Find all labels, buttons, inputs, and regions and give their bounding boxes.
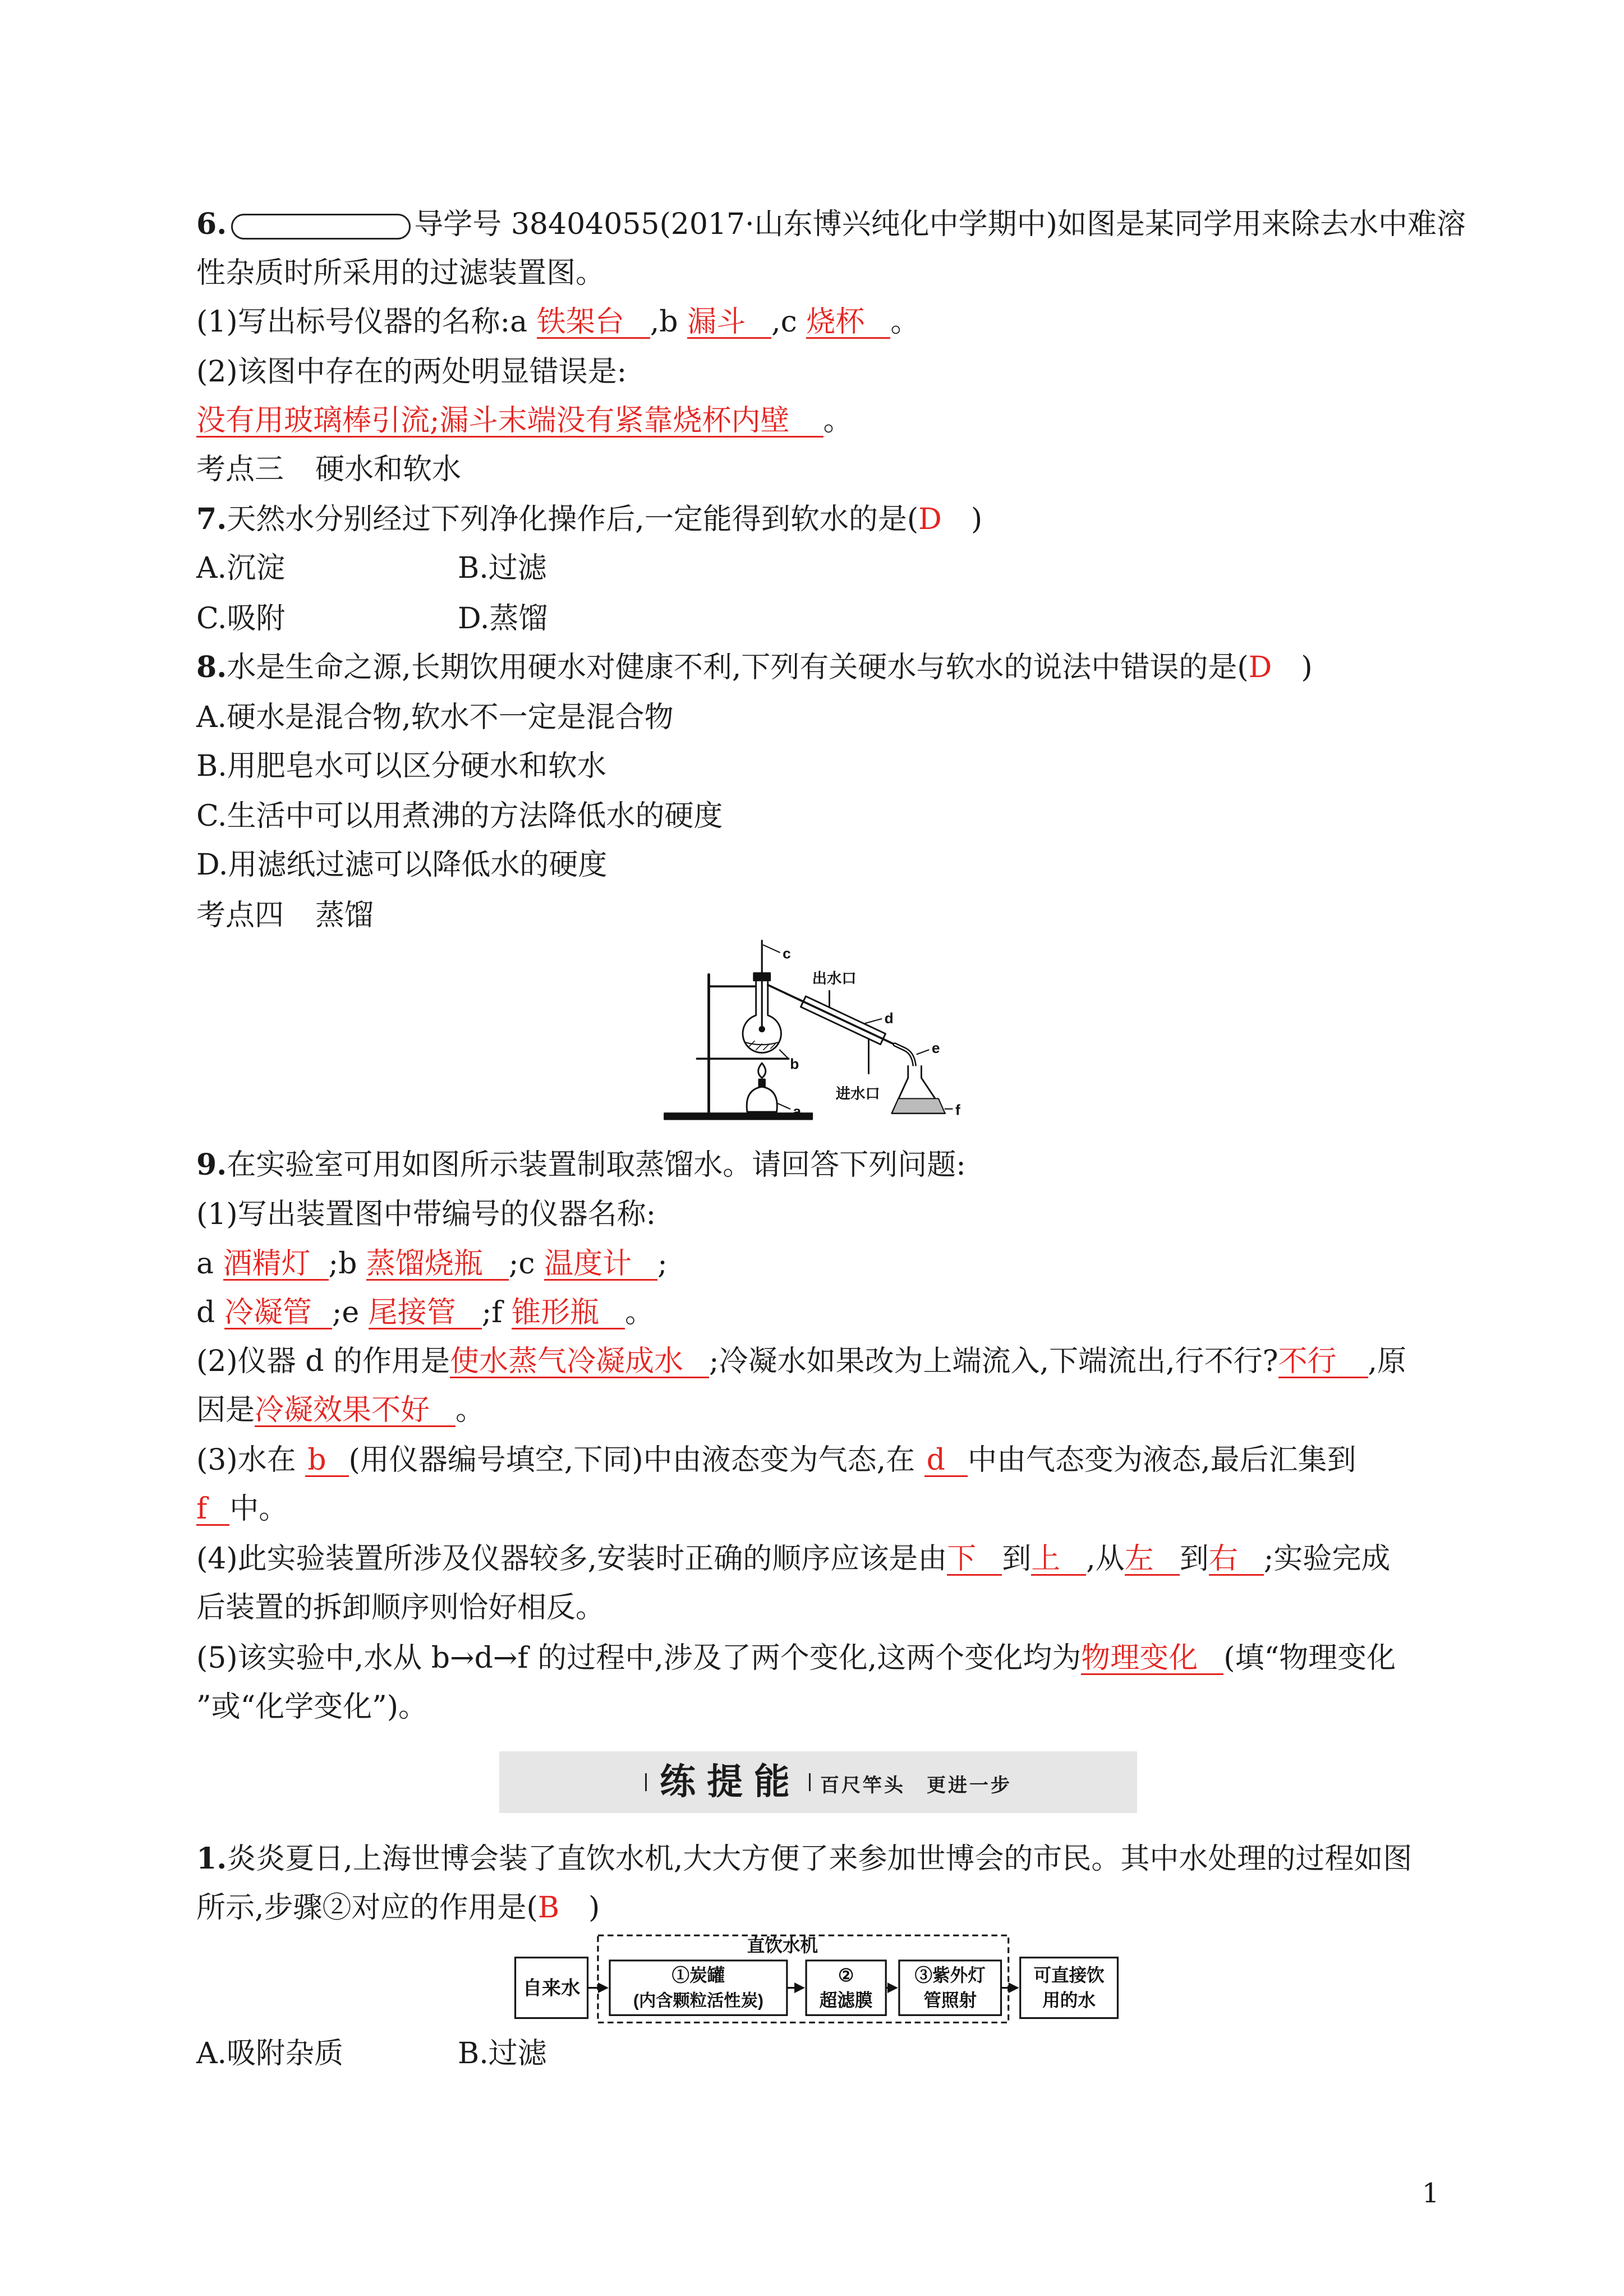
instrument-label: ;b [328, 1247, 366, 1281]
instrument-label: a [196, 1247, 223, 1281]
step3-title: ③紫外灯 [914, 1964, 986, 1985]
q8-option-d [196, 848, 607, 882]
output-line-1: 可直接饮 [1033, 1964, 1105, 1985]
q6-stem-part-2: 性杂质时所采用的过滤装置图。 [196, 256, 605, 290]
q8-option-b [196, 749, 606, 783]
answer-blank: b [305, 1445, 348, 1477]
punctuation: 。 [823, 404, 853, 438]
practice-q1-stem: 炎炎夏日,上海世博会装了直饮水机,大大方便了来参加世博会的市民。其中水处理的过程如图 [227, 1842, 1413, 1876]
label-outlet: 出水口 [812, 970, 857, 987]
guide-number-badge [231, 214, 411, 240]
option-text: D.用滤纸过滤可以降低水的硬度 [196, 848, 608, 882]
q6-part-2-prompt [196, 355, 627, 389]
q9-part-4-text: ,从 [1086, 1542, 1125, 1576]
lamp-wick-holder [759, 1079, 765, 1087]
label-f: f [955, 1101, 960, 1119]
punctuation: 。 [456, 1393, 485, 1427]
question-number: 9. [196, 1148, 227, 1182]
q6-part-1 [196, 305, 919, 339]
q6-line-2 [196, 256, 605, 290]
answer-blank: f [196, 1494, 229, 1526]
answer-blank: 铁架台 [537, 307, 650, 339]
answer-choice: D [918, 503, 942, 536]
section-title: 硬水和软水 [315, 453, 462, 486]
q9-part-5-line-2 [196, 1690, 427, 1724]
option-text: C.生活中可以用煮沸的方法降低水的硬度 [196, 799, 723, 833]
answer-choice: B [537, 1891, 560, 1925]
source-label: 自来水 [522, 1977, 581, 1999]
q9-stem-text: 在实验室可用如图所示装置制取蒸馏水。请回答下列问题: [227, 1148, 966, 1182]
label-a: a [793, 1102, 802, 1120]
q9-part-1-row-1 [196, 1247, 668, 1281]
label-c: c [783, 945, 791, 962]
q9-part-2-text: 因是 [196, 1393, 255, 1427]
section-banner [499, 1751, 1137, 1813]
practice-q1-option-b [458, 2037, 547, 2070]
q7-option-a [196, 551, 285, 585]
q8-option-c [196, 799, 723, 833]
q9-stem [196, 1148, 966, 1182]
alcohol-lamp [747, 1087, 777, 1112]
answer-blank: 酒精灯 [223, 1249, 329, 1281]
option-text: B.过滤 [458, 551, 547, 585]
answer-choice: D [1248, 651, 1272, 684]
q9-part-4-line-2 [196, 1591, 605, 1625]
distillation-apparatus-diagram [659, 932, 983, 1128]
option-text: B.用肥皂水可以区分硬水和软水 [196, 749, 606, 783]
stand-base [665, 1114, 812, 1120]
label-c-leader [763, 945, 780, 953]
q7-option-b [458, 551, 547, 585]
q9-part-4-text: 到 [1179, 1542, 1209, 1576]
answer-blank: 使水蒸气冷凝成水 [450, 1346, 709, 1378]
answer-blank: 不行 [1278, 1346, 1368, 1378]
option-text: A.沉淀 [196, 551, 286, 585]
step1-title: ①炭罐 [671, 1964, 725, 1985]
q7-stem-text: 天然水分别经过下列净化操作后,一定能得到软水的是( [227, 503, 919, 536]
q6-stem-part-1: 导学号 38404055(2017·山东博兴纯化中学期中)如图是某同学用来除去水中难溶 [414, 208, 1466, 241]
question-number: 7. [196, 502, 227, 536]
banner-divider [645, 1773, 647, 1791]
instrument-label: d [196, 1296, 224, 1329]
step1-note: (内含颗粒活性炭) [633, 1991, 763, 2010]
answer-blank: 锥形瓶 [512, 1297, 625, 1329]
q9-part-3-line-2 [196, 1492, 288, 1526]
practice-q1-stem: 所示,步骤②对应的作用是( [196, 1891, 538, 1925]
label-e: e [931, 1039, 940, 1056]
machine-label: 直饮水机 [747, 1935, 818, 1956]
section-label: 考点四 [196, 899, 284, 932]
q9-part-4-text: 到 [1002, 1542, 1032, 1576]
instrument-label: ;f [481, 1296, 512, 1329]
collected-water [892, 1098, 945, 1113]
practice-q1-option-a [196, 2037, 343, 2070]
step2-title: ② [838, 1964, 854, 1985]
banner-title: 练提能 [660, 1761, 801, 1803]
q9-part-4-text: 后装置的拆卸顺序则恰好相反。 [196, 1591, 605, 1625]
q9-part-3-text: (3)水在 [196, 1443, 306, 1477]
answer-blank: 没有用玻璃棒引流;漏斗末端没有紧靠烧杯内壁 [196, 406, 823, 438]
label-b: b [790, 1055, 799, 1073]
bracket-close: ) [941, 503, 983, 536]
lamp-flame [758, 1063, 766, 1078]
label-a-leader [777, 1103, 790, 1109]
q9-part-2-text: ;冷凝水如果改为上端流入,下端流出,行不行? [709, 1345, 1278, 1378]
answer-blank: 下 [947, 1544, 1002, 1576]
question-number: 6. [196, 207, 227, 241]
banner-subtitle: 百尺竿头 更进一步 [820, 1774, 1012, 1797]
option-text: A.硬水是混合物,软水不一定是混合物 [196, 701, 674, 734]
q9-part-4-text: ;实验完成 [1263, 1542, 1391, 1576]
answer-blank: 蒸馏烧瓶 [366, 1249, 509, 1281]
q8-stem [196, 651, 1313, 684]
answer-blank: 上 [1031, 1544, 1086, 1576]
q9-part-2-line-2 [196, 1393, 485, 1427]
q9-part-3-text: (用仪器编号填空,下同)中由液态变为气态,在 [348, 1443, 924, 1477]
instrument-label: ;c [508, 1247, 545, 1281]
q9-part-5-text: (5)该实验中,水从 b→d→f 的过程中,涉及了两个变化,这两个变化均为 [196, 1641, 1082, 1675]
q9-part-3-text: 中。 [229, 1492, 288, 1526]
punctuation: 。 [625, 1296, 655, 1329]
answer-blank: 右 [1209, 1544, 1264, 1576]
answer-blank: 尾接管 [369, 1297, 482, 1329]
answer-blank: 物理变化 [1081, 1643, 1223, 1675]
option-text: A.吸附杂质 [196, 2037, 344, 2070]
label-b-leader [780, 1050, 789, 1059]
q7-stem [196, 503, 982, 536]
q9-part-4-text: (4)此实验装置所涉及仪器较多,安装时正确的顺序应该是由 [196, 1542, 947, 1576]
question-number: 1. [196, 1842, 227, 1876]
q6-line-1 [196, 208, 1466, 241]
bracket-close: ) [559, 1891, 600, 1925]
q9-part-3-text: 中由气态变为液态,最后汇集到 [967, 1443, 1356, 1477]
separator: ,b [650, 305, 688, 339]
page-number: 1 [1422, 2178, 1439, 2209]
answer-blank: 温度计 [544, 1249, 657, 1281]
option-text: C.吸附 [196, 602, 286, 636]
practice-q1-line-2 [196, 1891, 600, 1925]
answer-blank: 烧杯 [806, 307, 890, 339]
banner-divider [809, 1773, 811, 1791]
section-title: 蒸馏 [315, 899, 374, 932]
thermometer-bulb [760, 1027, 764, 1031]
q9-part-1-prompt [196, 1198, 656, 1231]
q7-option-d [458, 602, 548, 636]
step3-note: 管照射 [923, 1990, 977, 2010]
section-heading-4 [196, 899, 374, 932]
q9-part-1-text: (1)写出装置图中带编号的仪器名称: [196, 1198, 656, 1231]
option-text: B.过滤 [458, 2037, 547, 2070]
answer-blank: 漏斗 [687, 307, 771, 339]
punctuation: 。 [890, 305, 920, 339]
question-number: 8. [196, 650, 227, 684]
q9-part-2-text: ,原 [1368, 1345, 1407, 1378]
q9-part-2-line-1 [196, 1345, 1406, 1378]
q6-part-1-prompt: (1)写出标号仪器的名称:a [196, 305, 537, 339]
option-text: D.蒸馏 [458, 602, 548, 636]
q6-part-2-text: (2)该图中存在的两处明显错误是: [196, 355, 627, 389]
answer-blank: 左 [1125, 1544, 1180, 1576]
section-label: 考点三 [196, 453, 284, 486]
practice-q1-line-1 [196, 1842, 1412, 1876]
label-e-leader [917, 1050, 929, 1055]
q6-part-2-answer-line [196, 404, 853, 438]
section-heading-3 [196, 453, 461, 486]
q8-stem-text: 水是生命之源,长期饮用硬水对健康不利,下列有关硬水与软水的说法中错误的是( [227, 651, 1249, 684]
label-d: d [884, 1010, 894, 1027]
q9-part-1-row-2 [196, 1296, 654, 1329]
answer-blank: 冷凝效果不好 [255, 1395, 456, 1427]
q9-part-4-line-1 [196, 1542, 1390, 1576]
q9-part-2-text: (2)仪器 d 的作用是 [196, 1345, 450, 1378]
water-treatment-flow-diagram [509, 1928, 1124, 2028]
instrument-label: ;e [332, 1296, 369, 1329]
answer-blank: 冷凝管 [224, 1297, 332, 1329]
q8-option-a [196, 701, 674, 734]
punctuation: ; [657, 1247, 668, 1281]
label-d-leader [865, 1019, 881, 1023]
step2-note: 超滤膜 [819, 1990, 873, 2010]
label-inlet: 进水口 [835, 1085, 880, 1102]
q9-part-3-line-1 [196, 1443, 1356, 1477]
bracket-close: ) [1272, 651, 1313, 684]
q9-part-5-text: ”或“化学变化”)。 [196, 1690, 428, 1724]
q9-part-5-text: (填“物理变化 [1223, 1641, 1396, 1675]
separator: ,c [771, 305, 807, 339]
output-line-2: 用的水 [1042, 1990, 1096, 2010]
answer-blank: d [924, 1445, 968, 1477]
q7-option-c [196, 602, 285, 636]
q9-part-5-line-1 [196, 1641, 1396, 1675]
